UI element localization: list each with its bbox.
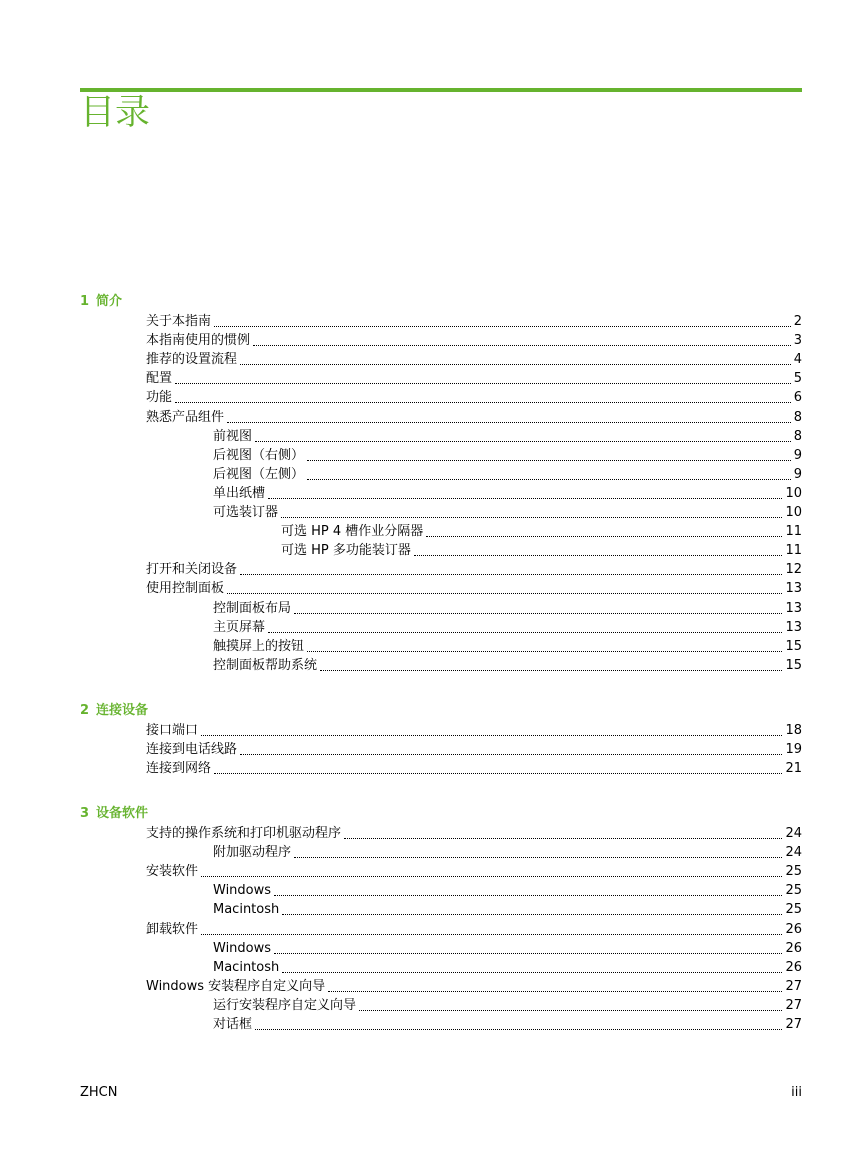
- toc-entry-page: 27: [785, 979, 802, 994]
- toc-entry-page: 26: [785, 922, 802, 937]
- toc-entry[interactable]: [146, 407, 802, 426]
- toc-entry[interactable]: [146, 976, 802, 995]
- chapter-heading[interactable]: [80, 806, 148, 822]
- toc-entry[interactable]: [213, 464, 802, 483]
- toc-entry-label: 配置: [146, 371, 173, 386]
- dot-leader: [414, 555, 783, 556]
- footer-locale: ZHCN: [80, 1085, 118, 1100]
- toc-entry[interactable]: [213, 1014, 802, 1033]
- toc-entry-page: 13: [785, 620, 802, 635]
- toc-entry-label: 关于本指南: [146, 314, 212, 329]
- dot-leader: [281, 517, 782, 518]
- toc-entry[interactable]: [146, 349, 802, 368]
- dot-leader: [320, 670, 782, 671]
- toc-entry-label: 控制面板布局: [213, 601, 292, 616]
- toc-entry[interactable]: [213, 636, 802, 655]
- toc-entry[interactable]: [213, 899, 802, 918]
- toc-entry-page: 10: [785, 486, 802, 501]
- toc-entry-page: 9: [793, 467, 802, 482]
- toc-entry-label: 接口端口: [146, 723, 199, 738]
- toc-entry[interactable]: [213, 938, 802, 957]
- toc-entry[interactable]: [146, 559, 802, 578]
- chapter-number: 1: [80, 294, 90, 309]
- chapter-title: 设备软件: [96, 806, 149, 821]
- toc-entry-page: 24: [785, 845, 802, 860]
- toc-entry[interactable]: [213, 598, 802, 617]
- toc-entry-page: 27: [785, 1017, 802, 1032]
- toc-entry-label: Windows 安装程序自定义向导: [146, 979, 326, 994]
- dot-leader: [227, 593, 782, 594]
- toc-entry-page: 26: [785, 960, 802, 975]
- dot-leader: [268, 498, 782, 499]
- toc-entry[interactable]: [146, 387, 802, 406]
- dot-leader: [359, 1010, 782, 1011]
- toc-entry-label: 推荐的设置流程: [146, 352, 238, 367]
- dot-leader: [253, 345, 791, 346]
- page-title: 目录: [80, 93, 151, 133]
- dot-leader: [255, 441, 791, 442]
- toc-entry[interactable]: [146, 311, 802, 330]
- toc-entry-label: 支持的操作系统和打印机驱动程序: [146, 826, 342, 841]
- toc-entry-label: 后视图（右侧）: [213, 448, 305, 463]
- toc-entry-page: 6: [793, 390, 802, 405]
- dot-leader: [307, 651, 782, 652]
- chapter-number: 2: [80, 703, 90, 718]
- toc-entry-page: 8: [793, 429, 802, 444]
- toc-entry[interactable]: [146, 739, 802, 758]
- toc-entry-label: 可选装订器: [213, 505, 279, 520]
- toc-entry-label: 打开和关闭设备: [146, 562, 238, 577]
- toc-entry-page: 21: [785, 761, 802, 776]
- dot-leader: [282, 972, 782, 973]
- chapter-heading[interactable]: [80, 703, 148, 719]
- dot-leader: [240, 364, 791, 365]
- dot-leader: [227, 422, 791, 423]
- chapter-number: 3: [80, 806, 90, 821]
- toc-entry-label: Windows: [213, 883, 272, 898]
- toc-entry-label: 运行安装程序自定义向导: [213, 998, 357, 1013]
- toc-entry-label: Macintosh: [213, 902, 280, 917]
- dot-leader: [268, 632, 782, 633]
- toc-entry-label: 单出纸槽: [213, 486, 266, 501]
- dot-leader: [294, 613, 782, 614]
- dot-leader: [426, 536, 782, 537]
- toc-entry-page: 11: [785, 524, 802, 539]
- dot-leader: [201, 934, 782, 935]
- toc-entry-page: 2: [793, 314, 802, 329]
- dot-leader: [175, 383, 791, 384]
- toc-entry[interactable]: [146, 330, 802, 349]
- dot-leader: [240, 574, 782, 575]
- toc-entry-page: 8: [793, 410, 802, 425]
- dot-leader: [294, 857, 782, 858]
- toc-entry-page: 25: [785, 864, 802, 879]
- toc-entry-label: 主页屏幕: [213, 620, 266, 635]
- toc-entry[interactable]: [146, 368, 802, 387]
- dot-leader: [274, 895, 782, 896]
- toc-entry-page: 13: [785, 601, 802, 616]
- toc-entry-label: Macintosh: [213, 960, 280, 975]
- toc-entry-page: 26: [785, 941, 802, 956]
- toc-entry-page: 5: [793, 371, 802, 386]
- dot-leader: [307, 460, 791, 461]
- footer-page-number: iii: [791, 1085, 802, 1100]
- toc-entry[interactable]: [146, 823, 802, 842]
- toc-entry[interactable]: [146, 919, 802, 938]
- dot-leader: [214, 773, 782, 774]
- toc-entry-page: 25: [785, 883, 802, 898]
- toc-entry-label: 前视图: [213, 429, 253, 444]
- dot-leader: [175, 402, 791, 403]
- toc-entry-page: 4: [793, 352, 802, 367]
- toc-entry-page: 10: [785, 505, 802, 520]
- toc-entry-page: 11: [785, 543, 802, 558]
- toc-entry[interactable]: [146, 758, 802, 777]
- toc-entry[interactable]: [213, 880, 802, 899]
- toc-entry[interactable]: [213, 842, 802, 861]
- toc-entry[interactable]: [213, 502, 802, 521]
- toc-entry-page: 19: [785, 742, 802, 757]
- dot-leader: [255, 1029, 782, 1030]
- toc-entry[interactable]: [213, 426, 802, 445]
- toc-entry[interactable]: [281, 540, 802, 559]
- dot-leader: [344, 838, 782, 839]
- chapter-title: 连接设备: [96, 703, 149, 718]
- header-rule: [80, 88, 802, 92]
- toc-entry[interactable]: [213, 957, 802, 976]
- toc-entry-label: 使用控制面板: [146, 581, 225, 596]
- toc-entry[interactable]: [213, 445, 802, 464]
- dot-leader: [240, 754, 782, 755]
- toc-entry-label: 控制面板帮助系统: [213, 658, 318, 673]
- toc-entry-label: 本指南使用的惯例: [146, 333, 251, 348]
- toc-entry-page: 25: [785, 902, 802, 917]
- toc-entry[interactable]: [146, 720, 802, 739]
- toc-entry[interactable]: [213, 655, 802, 674]
- toc-entry-label: 连接到网络: [146, 761, 212, 776]
- toc-entry-label: 功能: [146, 390, 173, 405]
- dot-leader: [201, 876, 782, 877]
- dot-leader: [307, 479, 791, 480]
- toc-entry-label: 附加驱动程序: [213, 845, 292, 860]
- dot-leader: [214, 326, 791, 327]
- toc-entry[interactable]: [146, 861, 802, 880]
- toc-entry[interactable]: [213, 995, 802, 1014]
- toc-entry-page: 15: [785, 658, 802, 673]
- toc-entry-page: 12: [785, 562, 802, 577]
- chapter-title: 简介: [96, 294, 123, 309]
- chapter-heading[interactable]: [80, 294, 122, 310]
- toc-entry-label: 后视图（左侧）: [213, 467, 305, 482]
- toc-entry[interactable]: [146, 578, 802, 597]
- toc-entry-page: 9: [793, 448, 802, 463]
- toc-entry-label: 触摸屏上的按钮: [213, 639, 305, 654]
- toc-entry-label: 对话框: [213, 1017, 253, 1032]
- dot-leader: [282, 914, 782, 915]
- toc-entry-label: Windows: [213, 941, 272, 956]
- toc-entry-page: 15: [785, 639, 802, 654]
- toc-entry[interactable]: [213, 483, 802, 502]
- toc-entry-page: 24: [785, 826, 802, 841]
- toc-entry-page: 3: [793, 333, 802, 348]
- toc-entry[interactable]: [281, 521, 802, 540]
- toc-entry-label: 安装软件: [146, 864, 199, 879]
- dot-leader: [274, 953, 782, 954]
- dot-leader: [328, 991, 782, 992]
- toc-entry-label: 卸载软件: [146, 922, 199, 937]
- toc-entry-page: 27: [785, 998, 802, 1013]
- toc-entry-label: 可选 HP 多功能装订器: [281, 543, 411, 558]
- toc-entry[interactable]: [213, 617, 802, 636]
- toc-entry-page: 18: [785, 723, 802, 738]
- toc-entry-label: 可选 HP 4 槽作业分隔器: [281, 524, 424, 539]
- toc-entry-label: 连接到电话线路: [146, 742, 238, 757]
- toc-entry-page: 13: [785, 581, 802, 596]
- toc-entry-label: 熟悉产品组件: [146, 410, 225, 425]
- dot-leader: [201, 735, 782, 736]
